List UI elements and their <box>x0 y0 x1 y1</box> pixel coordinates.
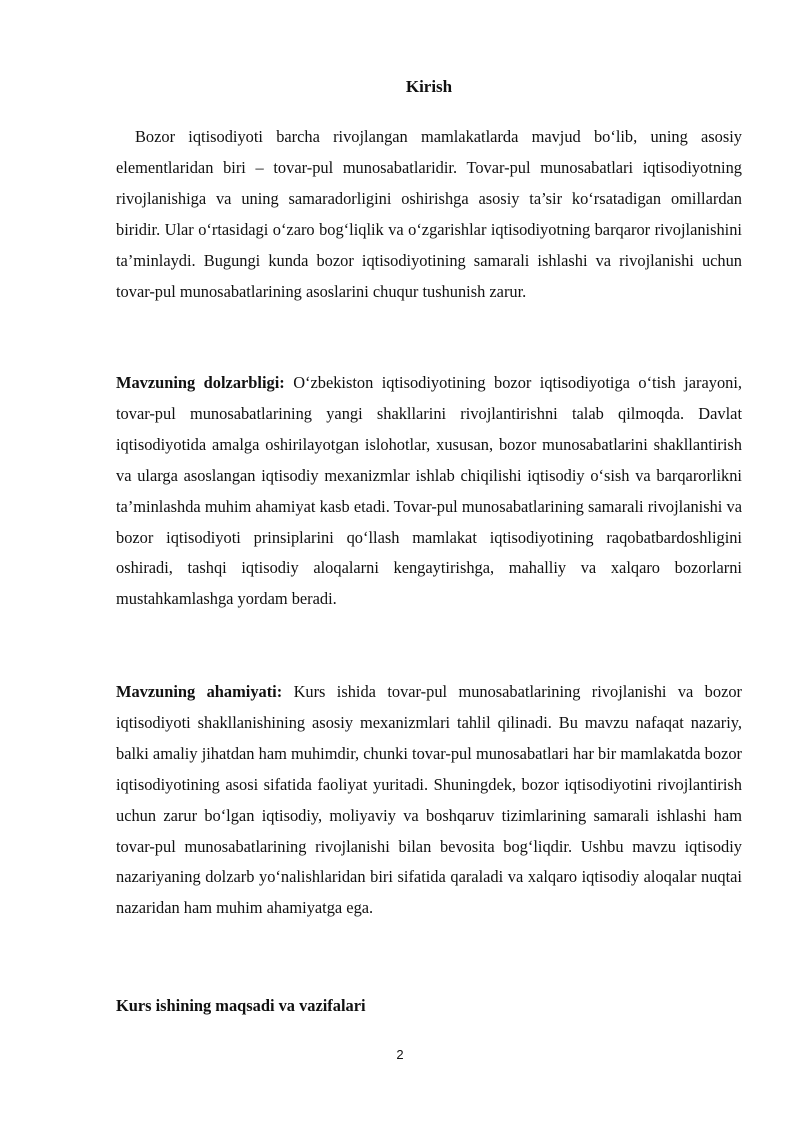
page-number: 2 <box>396 1047 404 1062</box>
importance-label: Mavzuning ahamiyati: <box>116 682 283 701</box>
relevance-text: O‘zbekiston iqtisodiyotining bozor iqtisodiyotiga o‘tish jarayoni, tovar-pul munosabatlarining yangi shakllarini rivojlantirishni talab qilmoqda. Davlat iqtisodiyotida amalga oshirilayotgan islohotlar, xususan, bozor munosabatlarini shakllantirish va ularga asoslangan iqtisodiy mexanizmlar ishlab chiqilishi iqtisodiy o‘sish va barqarorlikni ta’minlashda muhim ahamiyat kasb etadi. Tovar-pul munosabatlarining samarali rivojlanishi va bozor iqtisodiyoti prinsiplarini qo‘llash mamlakat iqtisodiyotining raqobatbardoshligini oshiradi, tashqi iqtisodiy aloqalarni kengaytirishga, mahalliy va xalqaro bozorlarni mustahkamlashga yordam beradi. <box>116 373 742 609</box>
intro-paragraph: Bozor iqtisodiyoti barcha rivojlangan mamlakatlarda mavjud bo‘lib, uning asosiy elementlaridan biri – tovar-pul munosabatlaridir. Tovar-pul munosabatlari iqtisodiyotning rivojlanishiga va uning samaradorligini oshirishga asosiy ta’sir ko‘rsatadigan omillardan biridir. Ular o‘rtasidagi o‘zaro bog‘liqlik va o‘zgarishlar iqtisodiyotning barqaror rivojlanishini ta’minlaydi. Bugungi kunda bozor iqtisodiyotining samarali ishlashi va rivojlanishi uchun tovar-pul munosabatlarining asoslarini chuqur tushunish zarur. <box>116 127 742 301</box>
importance-text: Kurs ishida tovar-pul munosabatlarining rivojlanishi va bozor iqtisodiyoti shakllanishining asosiy mexanizmlari tahlil qilinadi. Bu mavzu nafaqat nazariy, balki amaliy jihatdan ham muhimdir, chunki tovar-pul munosabatlari har bir mamlakatda bozor iqtisodiyotining asosi sifatida faoliyat yuritadi. Shuningdek, bozor iqtisodiyotini rivojlantirish uchun zarur bo‘lgan iqtisodiy, moliyaviy va boshqaruv tizimlarining samarali ishlashi ham tovar-pul munosabatlarining rivojlanishi bilan bevosita bog‘liqdir. Ushbu mavzu iqtisodiy nazariyaning dolzarb yo‘nalishlaridan biri sifatida qaraladi va xalqaro iqtisodiy aloqalar nuqtai nazaridan ham muhim ahamiyatga ega. <box>116 682 742 918</box>
relevance-paragraph <box>116 368 742 615</box>
importance-paragraph <box>116 677 742 924</box>
page-title: Kirish <box>405 77 453 96</box>
section-heading: Kurs ishining maqsadi va vazifalari <box>116 996 366 1015</box>
relevance-label: Mavzuning dolzarbligi: <box>116 373 285 392</box>
